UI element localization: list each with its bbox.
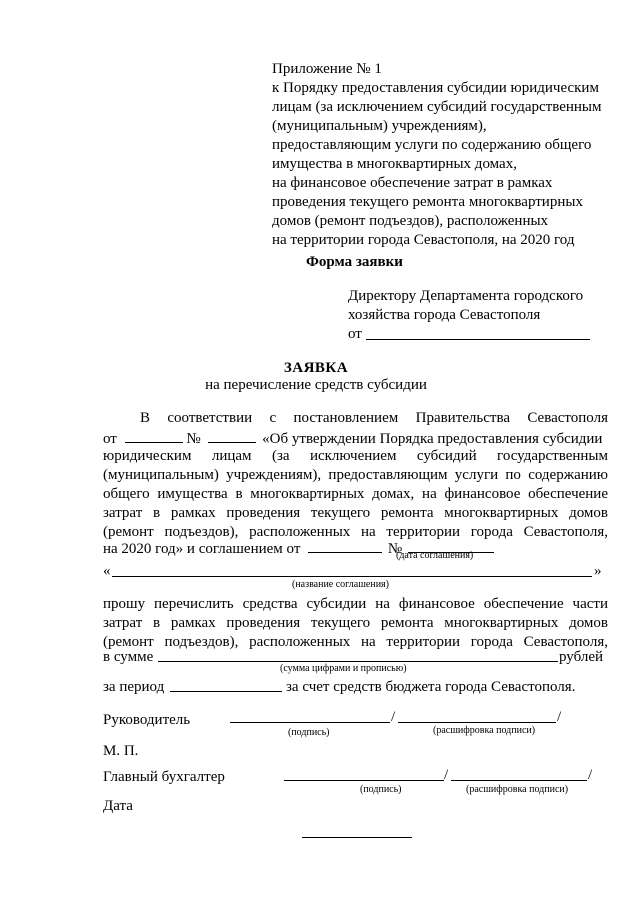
addressee-from-field[interactable] [366, 339, 590, 340]
appendix-line: имущества в многоквартирных домах, [272, 156, 517, 172]
caption-agreement-name: (название соглашения) [292, 579, 389, 590]
date-field[interactable] [302, 837, 412, 838]
slash: / [444, 767, 449, 783]
body-line: прошу перечислить средства субсидии на финансовое обеспечение части [103, 596, 608, 612]
amount-label: в сумме [103, 649, 154, 665]
agreement-number-label: № [387, 541, 403, 557]
quote-close: » [594, 563, 602, 579]
body-line: юридическим лицам (за исключением субсидий государственным [103, 448, 608, 464]
appendix-line: к Порядку предоставления субсидии юридическим [272, 80, 599, 96]
addressee-from-label: от [348, 326, 362, 342]
body-line: (ремонт подъездов), расположенных на территории города Севастополя, [103, 524, 608, 540]
body-line: затрат в рамках проведения текущего ремонта многоквартирных домов [103, 505, 608, 521]
appendix-line: на территории города Севастополя, на 2020 год [272, 232, 575, 248]
slash: / [557, 709, 562, 725]
quote-open: « [103, 563, 111, 579]
head-decoding-field[interactable] [398, 722, 556, 723]
caption-agreement-date: (дата соглашения) [396, 550, 474, 561]
document-heading: ЗАЯВКА [283, 360, 349, 376]
form-title: Форма заявки [306, 254, 403, 270]
slash: / [391, 709, 396, 725]
caption-head-decoding: (расшифровка подписи) [433, 725, 536, 736]
agreement-name-field[interactable] [112, 576, 592, 577]
caption-amount: (сумма цифрами и прописью) [280, 663, 407, 674]
body-line: (ремонт подъездов), расположенных на территории города Севастополя, [103, 634, 608, 650]
appendix-line: лицам (за исключением субсидий государственным [272, 99, 602, 115]
caption-accountant-signature: (подпись) [360, 784, 402, 795]
appendix-line: предоставляющим услуги по содержанию общего [272, 137, 592, 153]
body-line-2 [103, 428, 602, 448]
slash: / [588, 767, 593, 783]
period-field[interactable] [170, 691, 282, 692]
amount-field[interactable] [158, 661, 558, 662]
head-signature-field[interactable] [230, 722, 390, 723]
appendix-line: Приложение № 1 [272, 61, 382, 77]
addressee-line: хозяйства города Севастополя [348, 307, 541, 323]
agreement-from-text: на 2020 год» и соглашением от [103, 541, 301, 557]
resolution-number-label: № [186, 431, 201, 447]
accountant-decoding-field[interactable] [451, 780, 587, 781]
appendix-line: (муниципальным) учреждениям), [272, 118, 487, 134]
caption-accountant-decoding: (расшифровка подписи) [466, 784, 569, 795]
resolution-from-label: от [103, 431, 117, 447]
appendix-line: на финансовое обеспечение затрат в рамках [272, 175, 553, 191]
appendix-line: домов (ремонт подъездов), расположенных [272, 213, 549, 229]
body-line: затрат в рамках проведения текущего ремонта многоквартирных домов [103, 615, 608, 631]
body-line: В соответствии с постановлением Правительства Севастополя [140, 410, 608, 426]
resolution-title-start: «Об утверждении Порядка предоставления субсидии [262, 431, 603, 447]
date-label: Дата [103, 798, 133, 814]
agreement-date-field[interactable] [308, 538, 382, 553]
period-label: за период [103, 679, 165, 695]
document-subheading: на перечисление средств субсидии [205, 377, 427, 393]
accountant-signature-field[interactable] [284, 780, 444, 781]
period-rest: за счет средств бюджета города Севастополя. [286, 679, 576, 695]
resolution-date-field[interactable] [125, 428, 183, 443]
body-line: (муниципальным) учреждениям), предоставляющим услуги по содержанию [103, 467, 608, 483]
appendix-line: проведения текущего ремонта многоквартирных [272, 194, 583, 210]
body-line: общего имущества в многоквартирных домах, на финансовое обеспечение [103, 486, 608, 502]
amount-unit: рублей [559, 649, 604, 665]
caption-head-signature: (подпись) [288, 727, 330, 738]
accountant-label: Главный бухгалтер [103, 769, 225, 785]
seal-label: М. П. [103, 743, 139, 759]
head-label: Руководитель [103, 712, 191, 728]
addressee-line: Директору Департамента городского [348, 288, 584, 304]
resolution-number-field[interactable] [208, 428, 256, 443]
